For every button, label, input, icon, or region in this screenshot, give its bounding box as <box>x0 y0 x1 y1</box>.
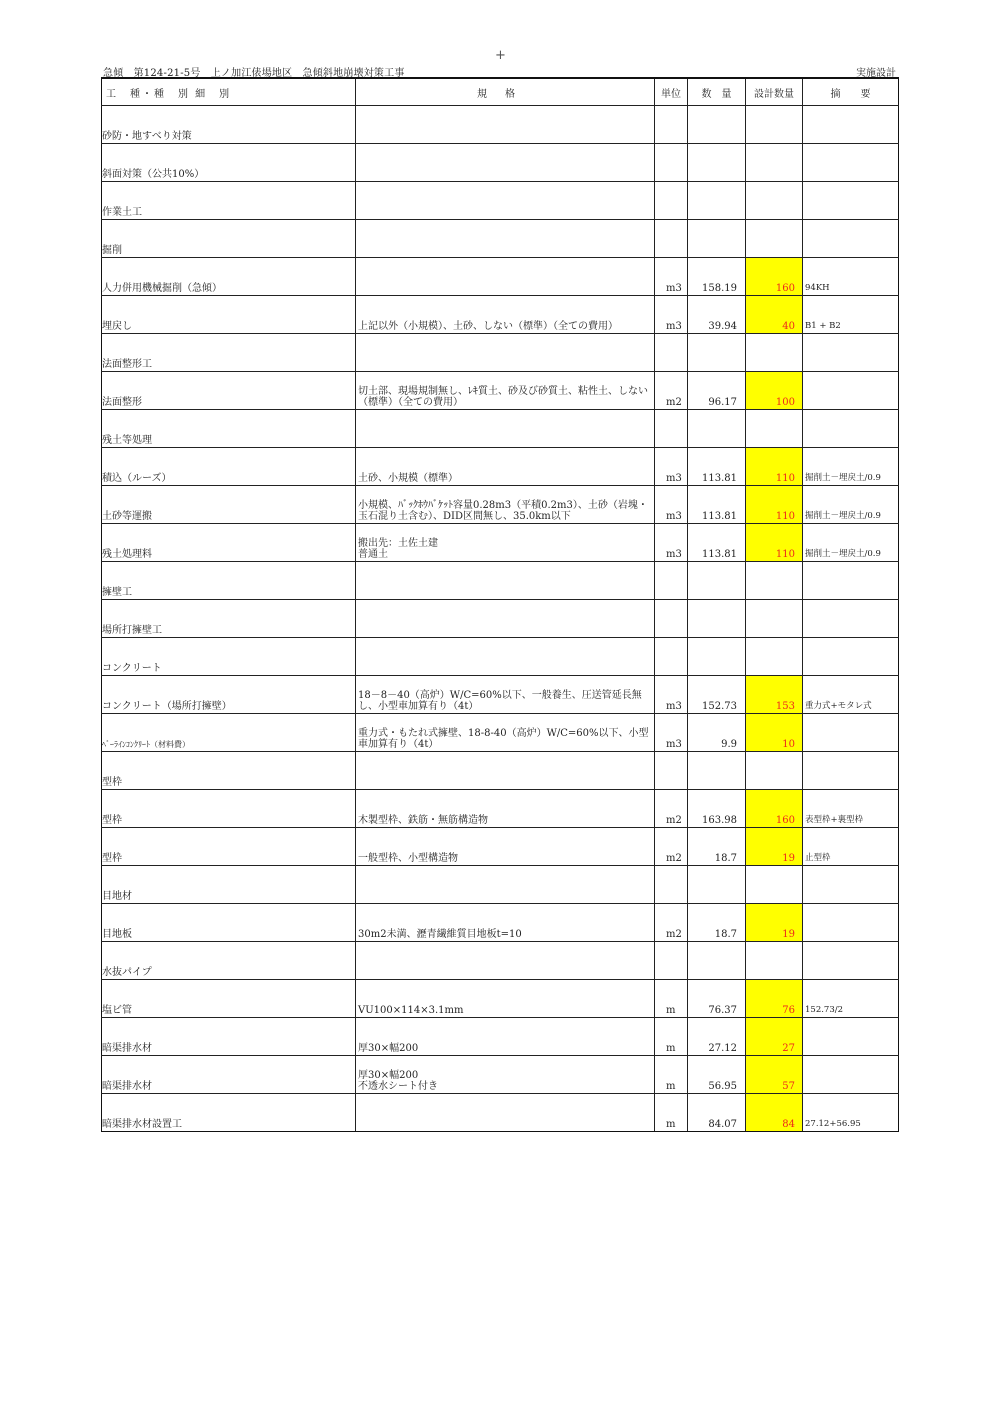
table-row <box>102 486 899 524</box>
spec-cell <box>356 752 655 790</box>
table-row <box>102 258 899 296</box>
table-row <box>102 600 899 638</box>
page-marker: + <box>495 48 506 63</box>
item-name-cell: 作業土工 <box>102 182 356 220</box>
note-cell: 重力式+モタレ式 <box>803 676 899 714</box>
spec-cell: 厚30×幅200 不透水シート付き <box>356 1056 655 1094</box>
table-row <box>102 220 899 258</box>
note-cell <box>803 106 899 144</box>
spec-cell: 厚30×幅200 <box>356 1018 655 1056</box>
note-cell: 152.73/2 <box>803 980 899 1018</box>
unit-cell <box>655 600 688 638</box>
table-row <box>102 1094 899 1132</box>
note-cell <box>803 144 899 182</box>
quantity-cell: 152.73 <box>688 676 746 714</box>
spec-cell: 木製型枠、鉄筋・無筋構造物 <box>356 790 655 828</box>
quantity-cell <box>688 334 746 372</box>
design-quantity-cell: 76 <box>746 980 803 1018</box>
table-row <box>102 638 899 676</box>
design-quantity-cell: 40 <box>746 296 803 334</box>
unit-cell <box>655 942 688 980</box>
quantity-cell <box>688 752 746 790</box>
unit-cell: m3 <box>655 296 688 334</box>
item-name-cell: 型枠 <box>102 790 356 828</box>
table-row <box>102 144 899 182</box>
spec-cell <box>356 220 655 258</box>
table-row <box>102 1056 899 1094</box>
item-name-cell: 場所打擁壁工 <box>102 600 356 638</box>
design-quantity-cell <box>746 410 803 448</box>
unit-cell <box>655 144 688 182</box>
spec-cell: 18－8－40（高炉）W/C=60%以下、一般養生、圧送管延長無し、小型車加算有り（4t） <box>356 676 655 714</box>
table-row <box>102 942 899 980</box>
spec-cell <box>356 258 655 296</box>
note-cell <box>803 334 899 372</box>
design-quantity-cell: 10 <box>746 714 803 752</box>
quantity-cell: 158.19 <box>688 258 746 296</box>
quantity-cell <box>688 942 746 980</box>
quantity-cell <box>688 220 746 258</box>
unit-cell: m2 <box>655 904 688 942</box>
quantity-cell <box>688 410 746 448</box>
unit-cell <box>655 182 688 220</box>
note-cell <box>803 562 899 600</box>
table-row <box>102 410 899 448</box>
table-row <box>102 106 899 144</box>
design-quantity-cell: 110 <box>746 448 803 486</box>
item-name-cell: 水抜パイプ <box>102 942 356 980</box>
note-cell <box>803 942 899 980</box>
item-name-cell: 塩ビ管 <box>102 980 356 1018</box>
unit-cell <box>655 638 688 676</box>
table-row <box>102 182 899 220</box>
quantity-cell <box>688 144 746 182</box>
column-header-unit: 単位 <box>655 78 688 106</box>
note-cell <box>803 1056 899 1094</box>
design-quantity-cell: 100 <box>746 372 803 410</box>
spec-cell <box>356 182 655 220</box>
spec-cell <box>356 410 655 448</box>
item-name-cell: コンクリート（場所打擁壁） <box>102 676 356 714</box>
item-name-cell: ﾍﾞｰﾗｲﾝｺﾝｸﾘｰﾄ（材料費） <box>102 714 356 752</box>
unit-cell: m3 <box>655 486 688 524</box>
quantity-cell <box>688 106 746 144</box>
design-quantity-cell: 27 <box>746 1018 803 1056</box>
spec-cell <box>356 144 655 182</box>
note-cell <box>803 600 899 638</box>
table-row <box>102 524 899 562</box>
spec-cell: 一般型枠、小型構造物 <box>356 828 655 866</box>
item-name-cell: 型枠 <box>102 752 356 790</box>
unit-cell <box>655 220 688 258</box>
unit-cell <box>655 410 688 448</box>
quantity-cell: 56.95 <box>688 1056 746 1094</box>
quantity-cell: 27.12 <box>688 1018 746 1056</box>
unit-cell: m <box>655 1056 688 1094</box>
note-cell <box>803 866 899 904</box>
item-name-cell: コンクリート <box>102 638 356 676</box>
table-row <box>102 334 899 372</box>
spec-cell <box>356 1094 655 1132</box>
table-row <box>102 372 899 410</box>
note-cell: 掘削土－埋戻土/0.9 <box>803 448 899 486</box>
unit-cell <box>655 562 688 600</box>
unit-cell: m3 <box>655 524 688 562</box>
quantity-cell: 76.37 <box>688 980 746 1018</box>
table-row <box>102 980 899 1018</box>
note-cell <box>803 410 899 448</box>
design-quantity-cell <box>746 942 803 980</box>
item-name-cell: 法面整形 <box>102 372 356 410</box>
quantity-table <box>101 77 899 1132</box>
quantity-cell <box>688 562 746 600</box>
unit-cell: m <box>655 1094 688 1132</box>
unit-cell: m3 <box>655 258 688 296</box>
table-row <box>102 448 899 486</box>
column-header-note: 摘 要 <box>803 78 899 106</box>
table-header-row <box>102 78 899 106</box>
item-name-cell: 残土処理料 <box>102 524 356 562</box>
column-header-quantity: 数 量 <box>688 78 746 106</box>
item-name-cell: 目地板 <box>102 904 356 942</box>
item-name-cell: 残土等処理 <box>102 410 356 448</box>
design-quantity-cell <box>746 144 803 182</box>
column-header-spec: 規格 <box>356 78 655 106</box>
table-row <box>102 296 899 334</box>
spec-cell: 小規模、ﾊﾞｯｸﾎｳﾊﾞｹｯﾄ容量0.28m3（平積0.2m3）、土砂（岩塊・玉石混り土含む）、DID区間無し、35.0km以下 <box>356 486 655 524</box>
design-quantity-cell <box>746 752 803 790</box>
table-row <box>102 866 899 904</box>
item-name-cell: 法面整形工 <box>102 334 356 372</box>
item-name-cell: 暗渠排水材 <box>102 1018 356 1056</box>
design-quantity-cell <box>746 334 803 372</box>
note-cell <box>803 182 899 220</box>
quantity-cell <box>688 638 746 676</box>
quantity-cell: 18.7 <box>688 828 746 866</box>
item-name-cell: 斜面対策（公共10%） <box>102 144 356 182</box>
unit-cell <box>655 752 688 790</box>
note-cell: 表型枠+裏型枠 <box>803 790 899 828</box>
unit-cell: m2 <box>655 790 688 828</box>
note-cell <box>803 372 899 410</box>
item-name-cell: 土砂等運搬 <box>102 486 356 524</box>
document-title: 急傾 第124-21-5号 上ノ加江俵場地区 急傾斜地崩壊対策工事 <box>103 68 405 79</box>
table-row <box>102 752 899 790</box>
item-name-cell: 掘削 <box>102 220 356 258</box>
unit-cell: m2 <box>655 828 688 866</box>
design-quantity-cell <box>746 562 803 600</box>
spec-cell: 切土部、現場規制無し、ﾚｷ質土、砂及び砂質土、粘性土、しない（標準）（全ての費用） <box>356 372 655 410</box>
item-name-cell: 型枠 <box>102 828 356 866</box>
design-quantity-cell: 160 <box>746 258 803 296</box>
table-row <box>102 562 899 600</box>
note-cell: 94KH <box>803 258 899 296</box>
note-cell <box>803 714 899 752</box>
quantity-cell: 9.9 <box>688 714 746 752</box>
spec-cell <box>356 106 655 144</box>
unit-cell: m2 <box>655 372 688 410</box>
item-name-cell: 暗渠排水材設置工 <box>102 1094 356 1132</box>
item-name-cell: 暗渠排水材 <box>102 1056 356 1094</box>
note-cell: 止型枠 <box>803 828 899 866</box>
design-quantity-cell: 160 <box>746 790 803 828</box>
note-cell: 掘削土－埋戻土/0.9 <box>803 524 899 562</box>
table-row <box>102 676 899 714</box>
spec-cell <box>356 600 655 638</box>
item-name-cell: 目地材 <box>102 866 356 904</box>
quantity-cell <box>688 600 746 638</box>
quantity-cell: 84.07 <box>688 1094 746 1132</box>
design-quantity-cell: 84 <box>746 1094 803 1132</box>
unit-cell: m <box>655 1018 688 1056</box>
spec-cell: 搬出先：土佐土建 普通土 <box>356 524 655 562</box>
design-quantity-cell <box>746 106 803 144</box>
note-cell: 27.12+56.95 <box>803 1094 899 1132</box>
unit-cell: m3 <box>655 676 688 714</box>
design-quantity-cell <box>746 866 803 904</box>
spec-cell: 30m2未満、瀝青繊維質目地板t=10 <box>356 904 655 942</box>
quantity-cell: 113.81 <box>688 486 746 524</box>
spec-cell <box>356 942 655 980</box>
table-row <box>102 790 899 828</box>
item-name-cell: 擁壁工 <box>102 562 356 600</box>
spec-cell <box>356 562 655 600</box>
quantity-cell: 39.94 <box>688 296 746 334</box>
unit-cell <box>655 106 688 144</box>
spec-cell <box>356 638 655 676</box>
table-row <box>102 714 899 752</box>
note-cell <box>803 220 899 258</box>
table-row <box>102 904 899 942</box>
table-body <box>102 106 899 1132</box>
design-quantity-cell: 19 <box>746 904 803 942</box>
note-cell <box>803 638 899 676</box>
quantity-cell: 96.17 <box>688 372 746 410</box>
note-cell <box>803 904 899 942</box>
note-cell <box>803 752 899 790</box>
design-quantity-cell: 110 <box>746 524 803 562</box>
table-row <box>102 1018 899 1056</box>
item-name-cell: 埋戻し <box>102 296 356 334</box>
item-name-cell: 人力併用機械掘削（急傾） <box>102 258 356 296</box>
design-quantity-cell: 57 <box>746 1056 803 1094</box>
quantity-cell <box>688 182 746 220</box>
column-header-item: 工 種・種 別 細 別 <box>102 78 356 106</box>
quantity-cell <box>688 866 746 904</box>
design-quantity-cell: 19 <box>746 828 803 866</box>
spec-cell <box>356 334 655 372</box>
design-quantity-cell: 153 <box>746 676 803 714</box>
spec-cell: 重力式・もたれ式擁壁、18-8-40（高炉）W/C=60%以下、小型車加算有り（4t） <box>356 714 655 752</box>
spec-cell: 土砂、小規模（標準） <box>356 448 655 486</box>
note-cell <box>803 1018 899 1056</box>
table-row <box>102 828 899 866</box>
item-name-cell: 砂防・地すべり対策 <box>102 106 356 144</box>
note-cell: B1 + B2 <box>803 296 899 334</box>
document-status: 実施設計 <box>856 68 896 79</box>
unit-cell: m3 <box>655 714 688 752</box>
design-quantity-cell <box>746 220 803 258</box>
spec-cell: VU100×114×3.1mm <box>356 980 655 1018</box>
unit-cell: m3 <box>655 448 688 486</box>
unit-cell: m <box>655 980 688 1018</box>
unit-cell <box>655 334 688 372</box>
note-cell: 掘削土－埋戻土/0.9 <box>803 486 899 524</box>
design-quantity-cell <box>746 638 803 676</box>
quantity-cell: 18.7 <box>688 904 746 942</box>
unit-cell <box>655 866 688 904</box>
item-name-cell: 積込（ルーズ） <box>102 448 356 486</box>
quantity-cell: 163.98 <box>688 790 746 828</box>
column-header-design-quantity: 設計数量 <box>746 78 803 106</box>
spec-cell: 上記以外（小規模）、土砂、しない（標準）（全ての費用） <box>356 296 655 334</box>
design-quantity-cell <box>746 182 803 220</box>
quantity-cell: 113.81 <box>688 448 746 486</box>
design-quantity-cell <box>746 600 803 638</box>
spec-cell <box>356 866 655 904</box>
quantity-cell: 113.81 <box>688 524 746 562</box>
design-quantity-cell: 110 <box>746 486 803 524</box>
